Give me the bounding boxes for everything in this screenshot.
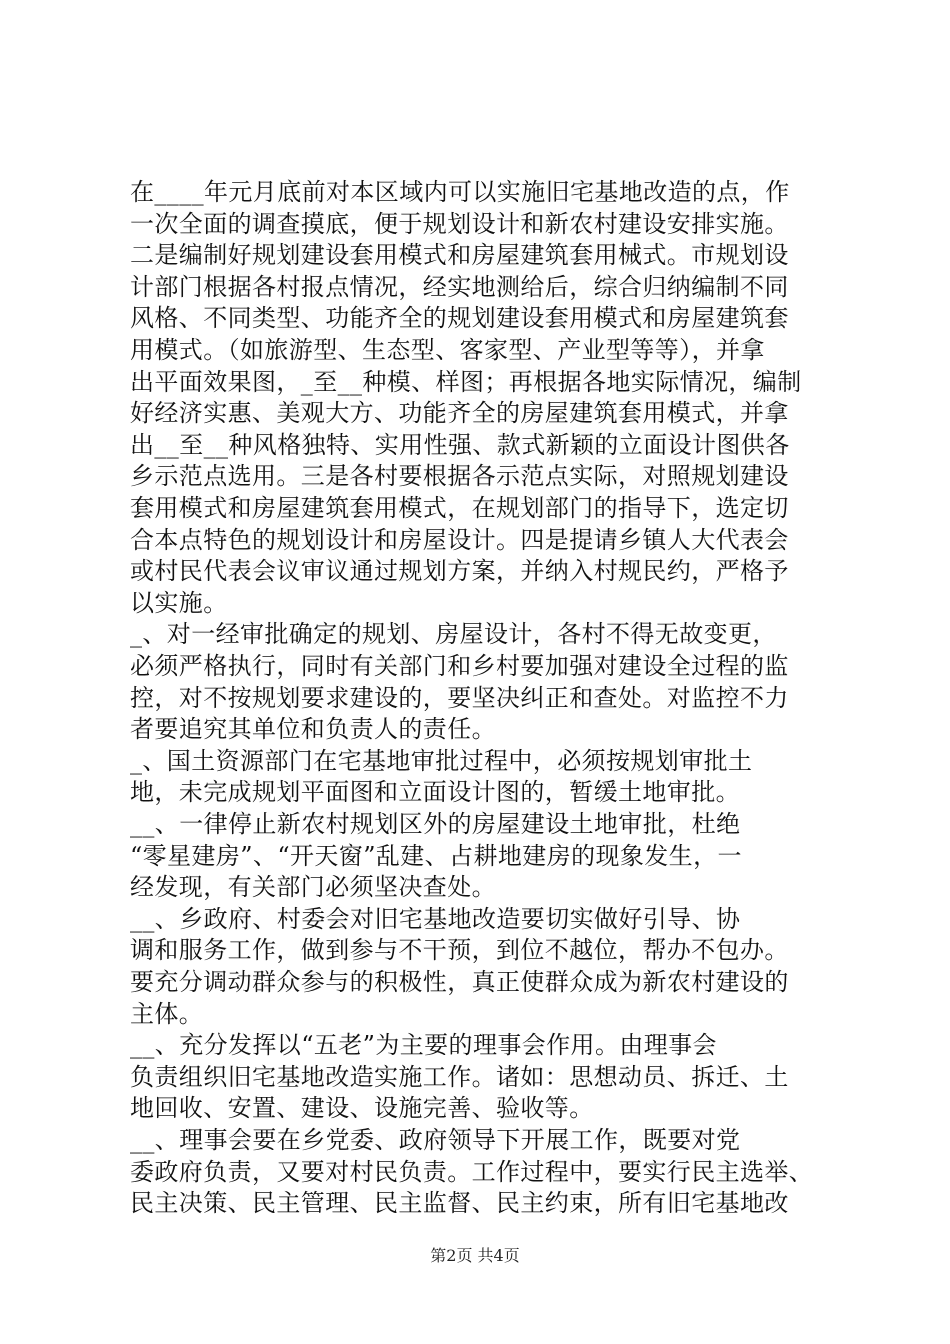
text-line: __、一律停止新农村规划区外的房屋建设土地审批，杜绝	[130, 810, 741, 838]
text-line: __、乡政府、村委会对旧宅基地改造要切实做好引导、协	[130, 904, 741, 933]
text-line: 者要追究其单位和负责人的责任。	[130, 715, 496, 744]
text-line: 负责组织旧宅基地改造实施工作。诸如：思想动员、拆迁、土	[130, 1062, 789, 1091]
text-line: __、理事会要在乡党委、政府领导下开展工作，既要对党	[130, 1126, 741, 1154]
text-line: _、国土资源部门在宅基地审批过程中，必须按规划审批土	[130, 746, 753, 775]
text-line: 风格、不同类型、功能齐全的规划建设套用模式和房屋建筑套	[130, 304, 789, 333]
text-line: 合本点特色的规划设计和房屋设计。四是提请乡镇人大代表会	[130, 525, 789, 554]
text-line: 经发现，有关部门必须坚决查处。	[130, 873, 496, 902]
text-line: 一次全面的调查摸底，便于规划设计和新农村建设安排实施。	[130, 209, 789, 238]
text-line: 好经济实惠、美观大方、功能齐全的房屋建筑套用模式，并拿	[130, 399, 789, 428]
text-line: 乡示范点选用。三是各村要根据各示范点实际，对照规划建设	[130, 462, 789, 491]
text-line: 出平面效果图，_至__种模、样图；再根据各地实际情况，编制	[130, 367, 802, 396]
text-line: 在____年元月底前对本区域内可以实施旧宅基地改造的点，作	[130, 178, 790, 206]
text-line: 要充分调动群众参与的积极性，真正使群众成为新农村建设的	[130, 968, 789, 996]
text-line: 或村民代表会议审议通过规划方案，并纳入村规民约，严格予	[130, 557, 789, 586]
text-line: 调和服务工作，做到参与不干预，到位不越位，帮办不包办。	[130, 936, 789, 965]
text-line: 委政府负责，又要对村民负责。工作过程中，要实行民主选举、	[130, 1157, 814, 1186]
text-line: “零星建房”、“开天窗”乱建、占耕地建房的现象发生，一	[130, 841, 742, 870]
text-line: 以实施。	[130, 588, 228, 617]
page-footer	[0, 1246, 950, 1266]
text-line: 地，未完成规划平面图和立面设计图的，暂缓土地审批。	[130, 778, 740, 807]
text-line: __、充分发挥以“五老”为主要的理事会作用。由理事会	[130, 1031, 717, 1060]
text-line: 民主决策、民主管理、民主监督、民主约束，所有旧宅基地改	[130, 1189, 789, 1218]
text-line: 地回收、安置、建设、设施完善、验收等。	[130, 1094, 594, 1123]
text-line: 用模式。（如旅游型、生态型、客家型、产业型等等），并拿	[130, 336, 765, 364]
text-line: 主体。	[130, 999, 204, 1028]
text-line: 必须严格执行，同时有关部门和乡村要加强对建设全过程的监	[130, 652, 789, 680]
text-line: _、对一经审批确定的规划、房屋设计，各村不得无故变更，	[130, 620, 777, 649]
page-number-label: 第2页 共4页	[430, 1246, 520, 1265]
text-line: 套用模式和房屋建筑套用模式，在规划部门的指导下，选定切	[130, 494, 789, 522]
text-line: 出__至__种风格独特、实用性强、款式新颖的立面设计图供各	[130, 430, 790, 459]
text-line: 二是编制好规划建设套用模式和房屋建筑套用械式。市规划设	[130, 241, 789, 270]
text-line: 计部门根据各村报点情况，经实地测给后，综合归纳编制不同	[130, 272, 789, 301]
text-line: 控，对不按规划要求建设的，要坚决纠正和查处。对监控不力	[130, 683, 789, 712]
